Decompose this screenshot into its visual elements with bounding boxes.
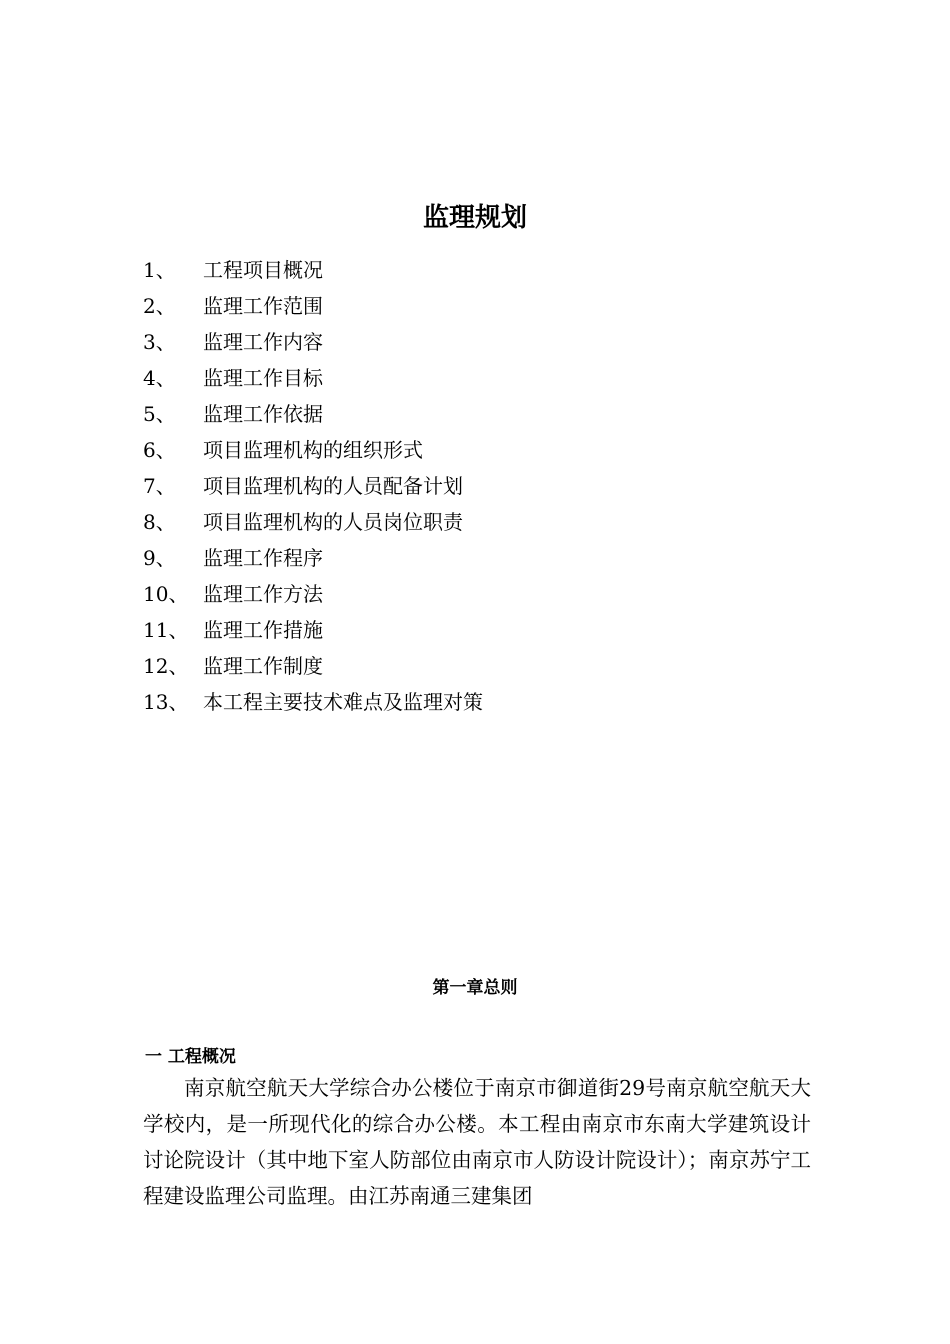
toc-item [143,576,483,612]
toc-item-label: 项目监理机构的人员岗位职责 [203,510,463,534]
table-of-contents [143,252,483,720]
toc-item [143,252,483,288]
toc-item-number: 8、 [143,510,176,534]
toc-item-label: 项目监理机构的人员配备计划 [203,474,463,498]
toc-item-number: 9、 [143,546,176,570]
toc-item-label: 监理工作内容 [203,330,323,354]
toc-item-label: 监理工作依据 [203,402,323,426]
toc-item [143,396,483,432]
toc-item-label: 监理工作程序 [203,546,323,570]
toc-item-label: 监理工作目标 [203,366,323,390]
toc-item [143,324,483,360]
toc-item-number: 6、 [143,438,176,462]
toc-item [143,648,483,684]
body-paragraph: 南京航空航天大学综合办公楼位于南京市御道街29号南京航空航天大学校内，是一所现代化的综合办公楼。本工程由南京市东南大学建筑设计讨论院设计（其中地下室人防部位由南京市人防设计院设计）；南京苏宁工程建设监理公司监理。由江苏南通三建集团 [143,1076,811,1208]
toc-item-label: 监理工作制度 [203,654,323,678]
toc-item [143,468,483,504]
toc-item-number: 4、 [143,366,176,390]
toc-item-number: 1、 [143,258,176,282]
document-title: 监理规划 [422,203,527,233]
toc-item [143,432,483,468]
toc-item-number: 3、 [143,330,176,354]
toc-item-number: 10、 [143,582,189,606]
toc-item [143,612,483,648]
toc-item-label: 监理工作措施 [203,618,323,642]
toc-item-number: 13、 [143,690,189,714]
toc-item-number: 12、 [143,654,189,678]
toc-item [143,684,483,720]
toc-item [143,288,483,324]
toc-item-number: 11、 [143,618,189,642]
chapter-title: 第一章总则 [432,978,518,998]
toc-item-number: 5、 [143,402,176,426]
toc-item-label: 监理工作范围 [203,294,323,318]
toc-item-label: 项目监理机构的组织形式 [203,438,423,462]
section-heading: 一 工程概况 [145,1047,236,1067]
toc-item-label: 工程项目概况 [203,258,323,282]
toc-item [143,504,483,540]
toc-item-label: 监理工作方法 [203,582,323,606]
toc-item-number: 2、 [143,294,176,318]
toc-item [143,540,483,576]
toc-item-number: 7、 [143,474,176,498]
toc-item [143,360,483,396]
toc-item-label: 本工程主要技术难点及监理对策 [203,690,483,714]
